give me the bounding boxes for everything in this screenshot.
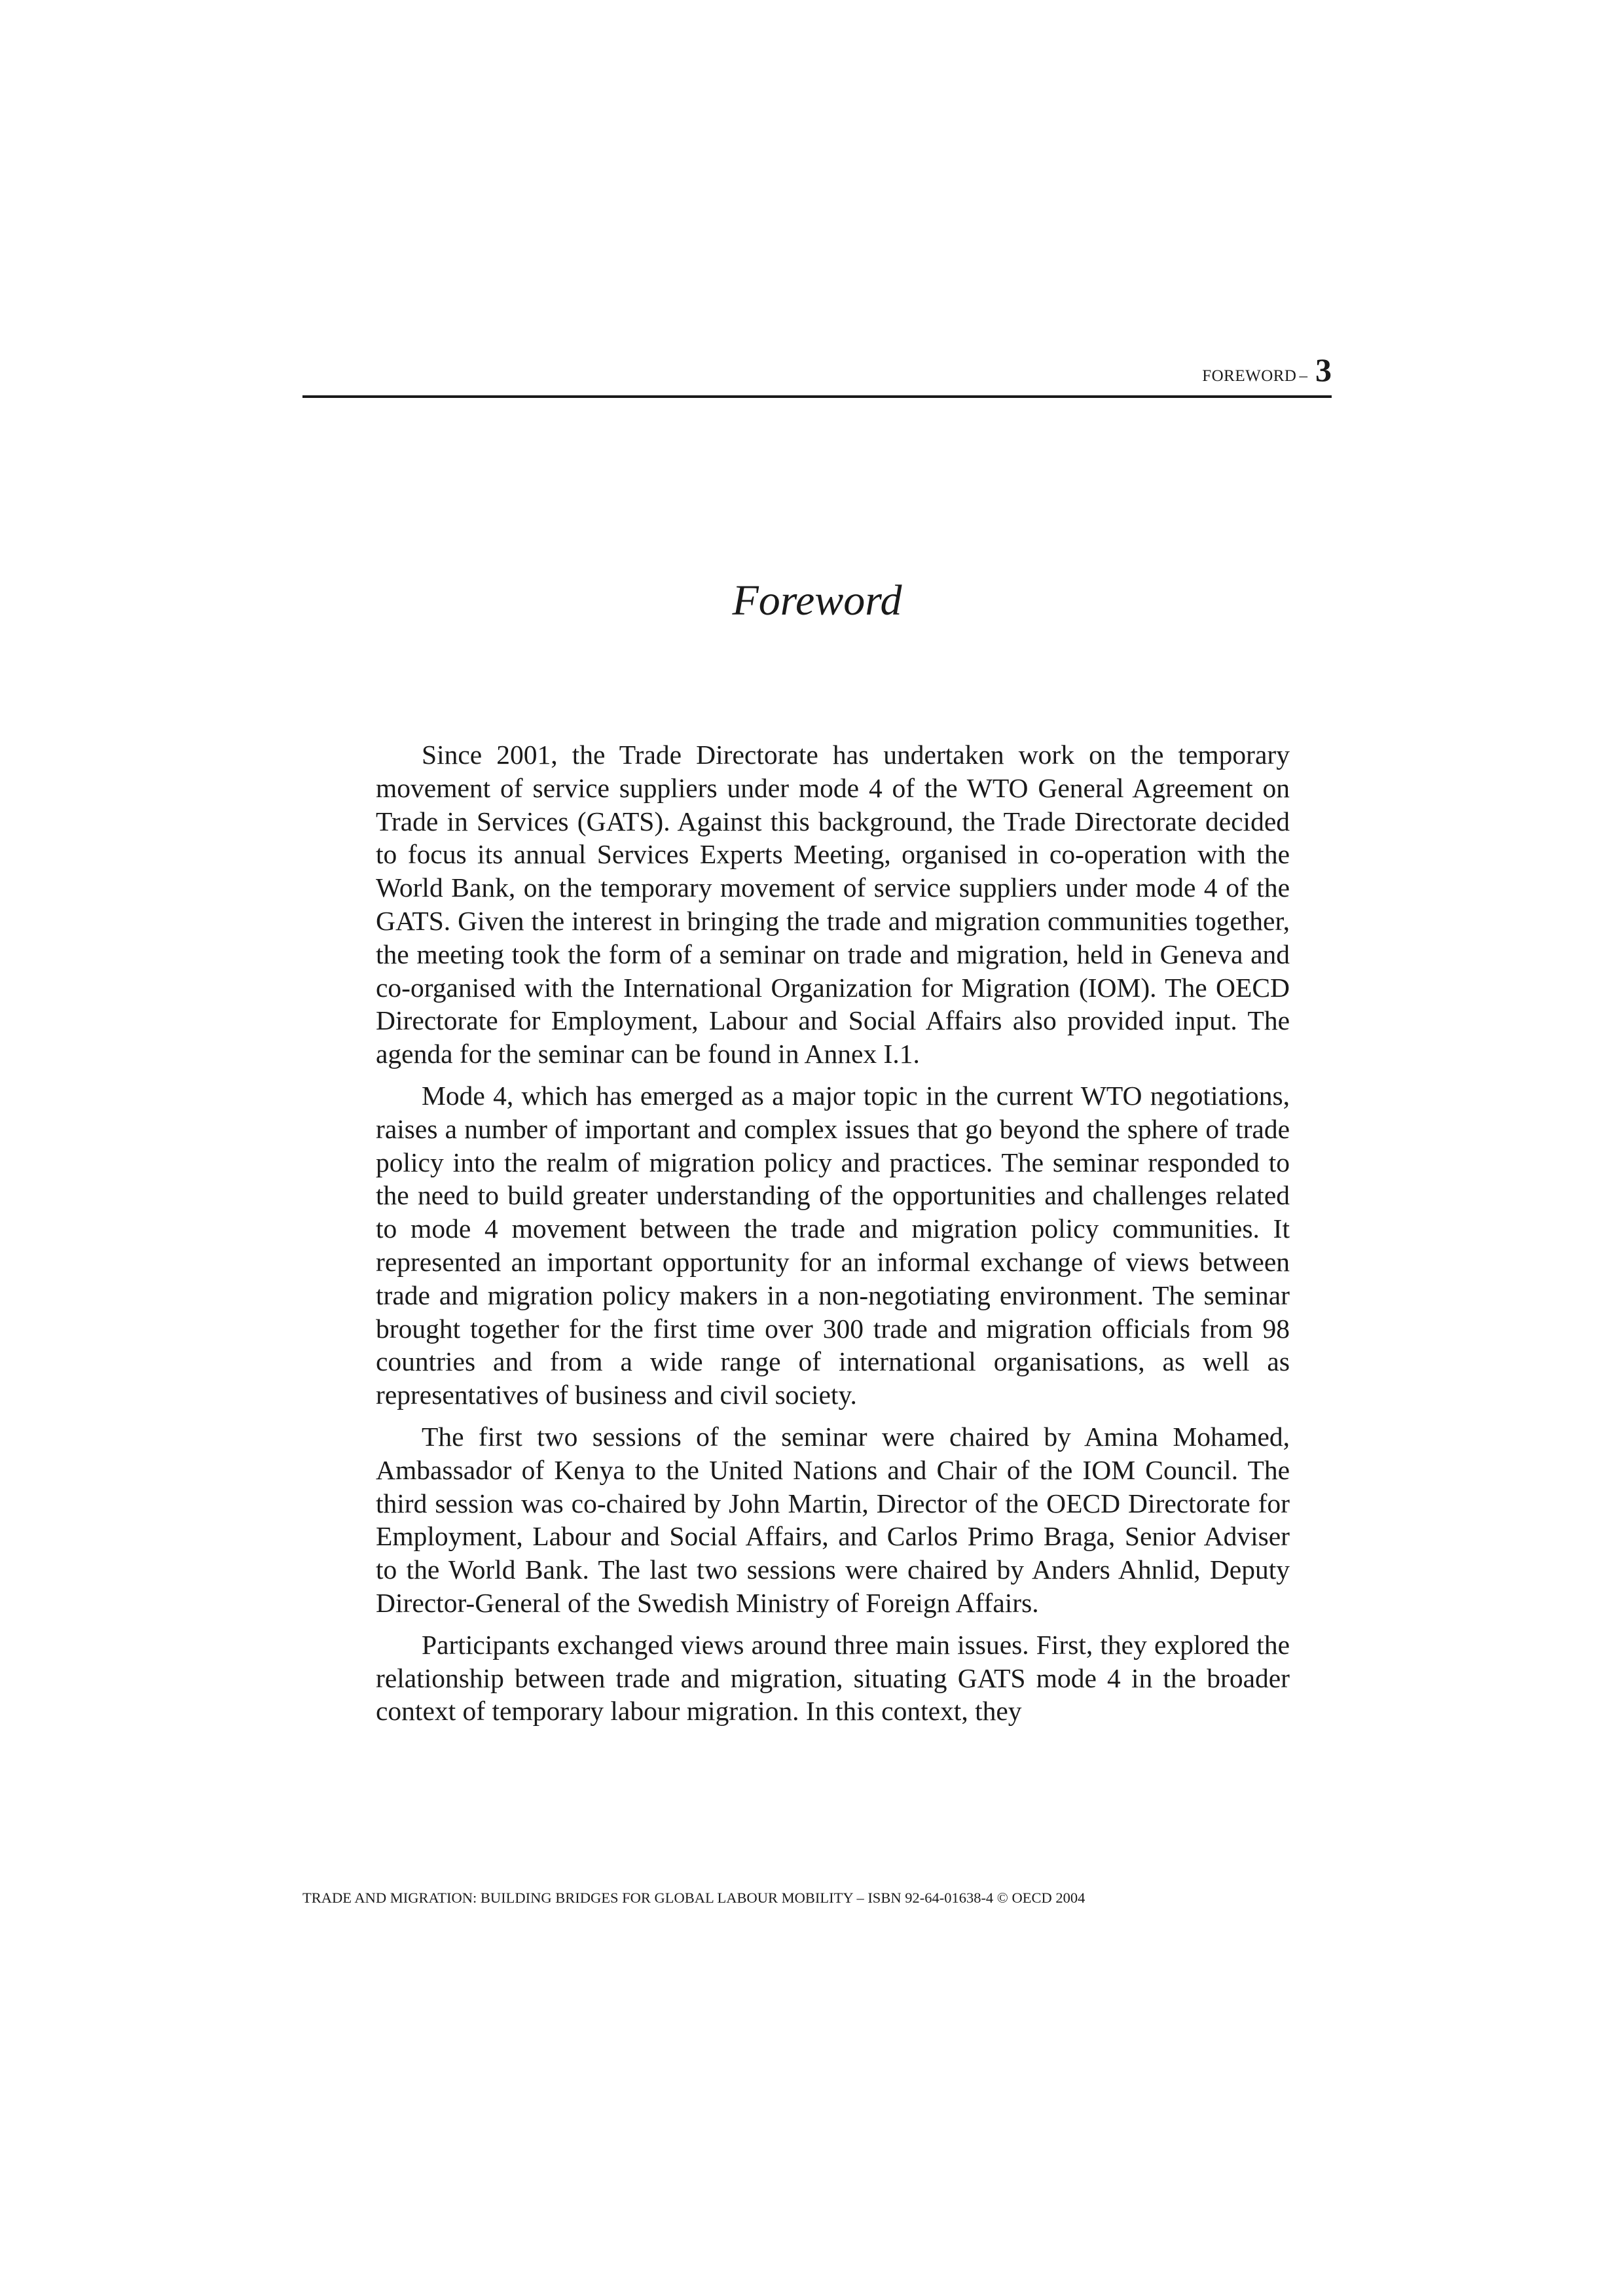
body-text: [376, 738, 1290, 1736]
paragraph-4: Participants exchanged views around three main issues. First, they explored the relationship between trade and migration, situating GATS mode 4 in the broader context of temporary labour migration. In this context, they: [376, 1629, 1290, 1727]
paragraph-1: Since 2001, the Trade Directorate has undertaken work on the temporary movement of service suppliers under mode 4 of the WTO General Agreement on Trade in Services (GATS). Against this background, the Trade Directorate decided to focus its annual Services Experts Meeting, organised in co-operation with the World Bank, on the temporary movement of service suppliers under mode 4 of the GATS. Given the interest in bringing the trade and migration communities together, the meeting took the form of a seminar on trade and migration, held in Geneva and co-organised with the International Organization for Migration (IOM). The OECD Directorate for Employment, Labour and Social Affairs also provided input. The agenda for the seminar can be found in Annex I.1.: [376, 740, 1290, 1069]
running-header: [302, 353, 1332, 398]
header-separator: –: [1299, 367, 1307, 385]
page-footer: TRADE AND MIGRATION: BUILDING BRIDGES FOR GLOBAL LABOUR MOBILITY – ISBN 92-64-01638-4 © OECD 2004: [302, 1890, 1085, 1906]
paragraph-2: Mode 4, which has emerged as a major topic in the current WTO negotiations, raises a number of important and complex issues that go beyond the sphere of trade policy into the realm of migration policy and practices. The seminar responded to the need to build greater understanding of the opportunities and challenges related to mode 4 movement between the trade and migration policy communities. It represented an important opportunity for an informal exchange of views between trade and migration policy makers in a non-negotiating environment. The seminar brought together for the first time over 300 trade and migration officials from 98 countries and from a wide range of international organisations, as well as representatives of business and civil society.: [376, 1080, 1290, 1410]
page-number: 3: [1315, 351, 1332, 388]
paragraph-3: The first two sessions of the seminar were chaired by Amina Mohamed, Ambassador of Kenya to the United Nations and Chair of the IOM Council. The third session was co-chaired by John Martin, Director of the OECD Directorate for Employment, Labour and Social Affairs, and Carlos Primo Braga, Senior Adviser to the World Bank. The last two sessions were chaired by Anders Ahnlid, Deputy Director-General of the Swedish Ministry of Foreign Affairs.: [376, 1421, 1290, 1618]
header-section-label: FOREWORD: [1202, 367, 1297, 385]
running-header-text: [1202, 351, 1332, 389]
page-title: Foreword: [732, 577, 902, 624]
